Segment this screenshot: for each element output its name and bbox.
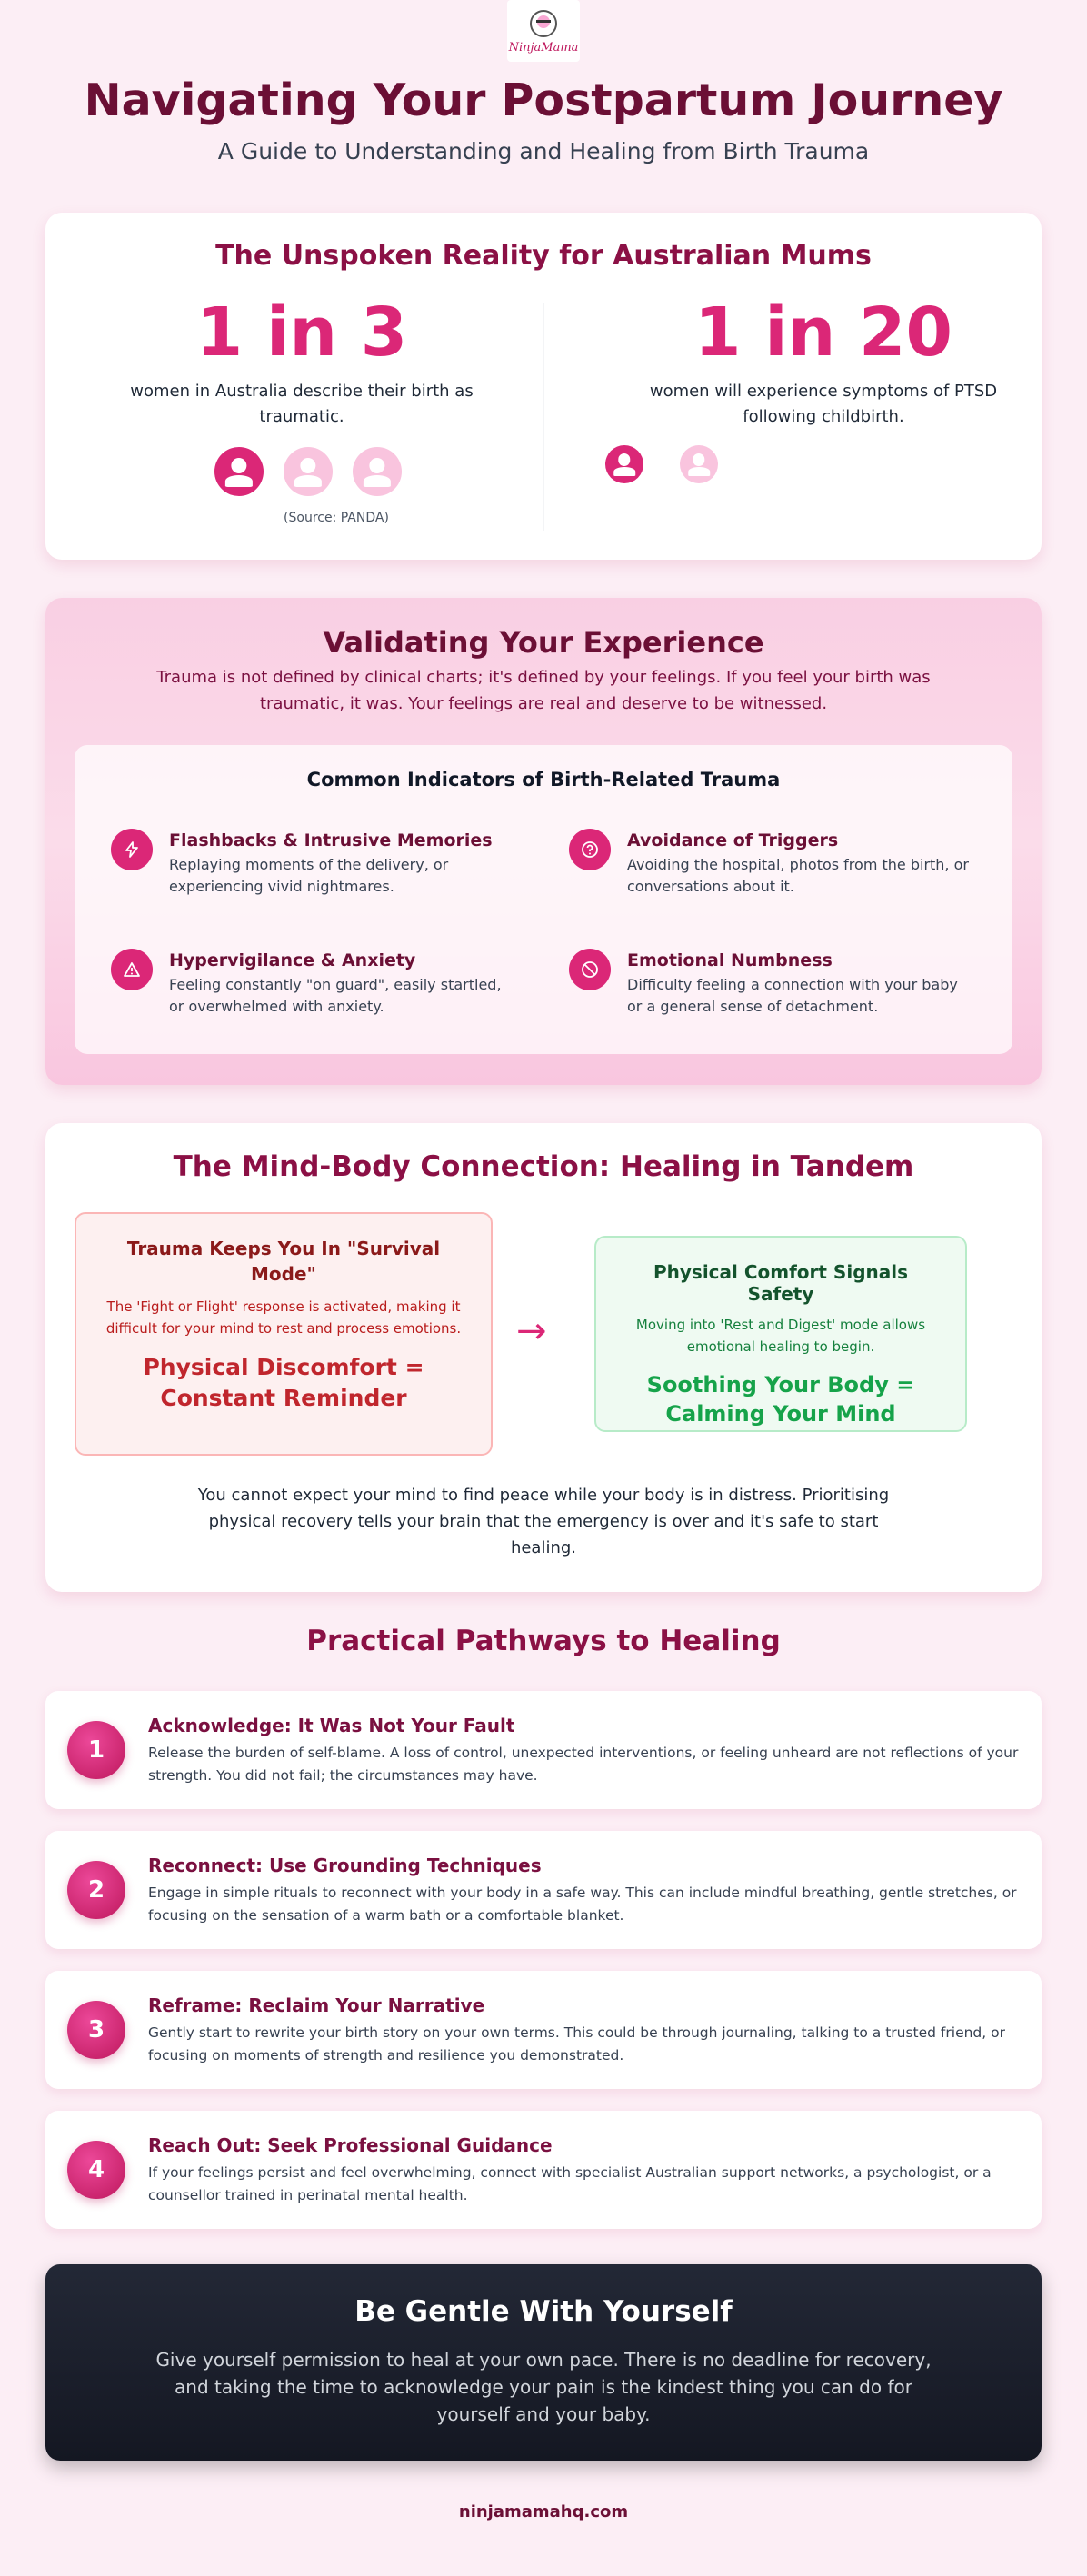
- step-text: If your feelings persist and feel overwhelming, connect with specialist Australian support networks, a psychologist, or a counsellor trained in perinatal mental health.: [148, 2164, 992, 2203]
- stats-divider: [543, 303, 544, 531]
- person-icon: [680, 445, 718, 483]
- pathway-step-1: [45, 1691, 1042, 1809]
- arrow-right-icon: →: [516, 1310, 547, 1352]
- prohibited-icon: [569, 949, 611, 990]
- logo-text: NinjaMama: [508, 40, 579, 55]
- indicator-flashbacks: [111, 829, 511, 898]
- step-number-badge: 3: [67, 2001, 125, 2059]
- survival-text: The 'Fight or Flight' response is activated, making it difficult for your mind to rest and process emotions.: [105, 1298, 462, 1337]
- person-filled-icon: [605, 445, 643, 483]
- stats-title: The Unspoken Reality for Australian Mums: [215, 240, 872, 272]
- indicator-text: Difficulty feeling a connection with your baby or a general sense of detachment.: [627, 976, 958, 1015]
- mindbody-description: You cannot expect your mind to find peace while your body is in distress. Prioritising physical recovery tells your brain that the emergency is over and it's safe to start healing.: [197, 1486, 890, 1557]
- stat-left-people: [214, 447, 402, 496]
- stat-one-in-twenty: [623, 293, 1023, 430]
- pathway-step-3: [45, 1971, 1042, 2089]
- gentle-title: Be Gentle With Yourself: [354, 2295, 733, 2328]
- indicator-hypervigilance: [111, 949, 511, 1018]
- gentle-text: Give yourself permission to heal at your own pace. There is no deadline for recovery, and taking the time to acknowledge your pain is the kindest thing you can do for yourself and your baby.: [155, 2349, 932, 2425]
- validate-description: Trauma is not defined by clinical charts; it's defined by your feelings. If you feel your birth was traumatic, it was. Your feelings are real and deserve to be witnessed.: [156, 668, 931, 713]
- brand-logo[interactable]: [507, 0, 580, 62]
- validate-title: Validating Your Experience: [323, 625, 764, 660]
- page-title: Navigating Your Postpartum Journey: [84, 75, 1003, 126]
- lightning-icon: [111, 829, 153, 870]
- indicator-title: Hypervigilance & Anxiety: [169, 950, 416, 970]
- step-text: Release the burden of self-blame. A loss of control, unexpected interventions, or feeling unheard are not reflections of your strength. You did not fail; the circumstances may have.: [148, 1745, 1019, 1784]
- indicator-numbness: [569, 949, 969, 1018]
- survival-mode-box: [75, 1212, 493, 1456]
- validate-card: [45, 598, 1042, 1085]
- step-title: Reconnect: Use Grounding Techniques: [148, 1855, 542, 1876]
- stat-right-people: [605, 445, 718, 483]
- comfort-equation: Soothing Your Body = Calming Your Mind: [646, 1372, 915, 1427]
- question-icon: [569, 829, 611, 870]
- step-number-badge: 1: [67, 1721, 125, 1779]
- pathway-step-4: [45, 2111, 1042, 2229]
- survival-equation: Physical Discomfort = Constant Reminder: [143, 1354, 424, 1411]
- indicators-panel: [75, 745, 1012, 1054]
- be-gentle-banner: [45, 2264, 1042, 2461]
- step-title: Acknowledge: It Was Not Your Fault: [148, 1715, 515, 1736]
- stat-left-number: 1 in 3: [195, 293, 408, 372]
- stat-source: (Source: PANDA): [284, 511, 389, 525]
- step-number-badge: 4: [67, 2141, 125, 2199]
- indicator-text: Avoiding the hospital, photos from the birth, or conversations about it.: [627, 856, 969, 895]
- person-icon: [284, 447, 333, 496]
- page-subtitle: A Guide to Understanding and Healing from Birth Trauma: [217, 138, 870, 164]
- step-title: Reframe: Reclaim Your Narrative: [148, 1994, 485, 2016]
- comfort-safety-box: [594, 1236, 967, 1432]
- survival-title: Trauma Keeps You In "Survival Mode": [126, 1238, 441, 1285]
- comfort-title: Physical Comfort Signals Safety: [653, 1261, 909, 1305]
- stat-right-description: women will experience symptoms of PTSD following childbirth.: [649, 382, 998, 427]
- indicators-title: Common Indicators of Birth-Related Trauma: [306, 769, 781, 791]
- stat-left-description: women in Australia describe their birth as traumatic.: [130, 382, 474, 427]
- step-title: Reach Out: Seek Professional Guidance: [148, 2134, 553, 2156]
- indicator-text: Replaying moments of the delivery, or experiencing vivid nightmares.: [169, 856, 449, 895]
- step-text: Gently start to rewrite your birth story on your own terms. This could be through journaling, talking to a trusted friend, or focusing on moments of strength and resilience you demonstrated.: [148, 2024, 1005, 2064]
- indicator-title: Avoidance of Triggers: [627, 830, 839, 850]
- step-text: Engage in simple rituals to reconnect with your body in a safe way. This can include mindful breathing, gentle stretches, or focusing on the sensation of a warm bath or a comfortable blanket.: [148, 1885, 1017, 1924]
- person-filled-icon: [214, 447, 264, 496]
- indicator-text: Feeling constantly "on guard", easily startled, or overwhelmed with anxiety.: [169, 976, 502, 1015]
- step-number-badge: 2: [67, 1861, 125, 1919]
- pathway-step-2: [45, 1831, 1042, 1949]
- indicator-avoidance: [569, 829, 969, 898]
- mindbody-title: The Mind-Body Connection: Healing in Tandem: [173, 1150, 914, 1183]
- stat-one-in-three: [102, 293, 502, 430]
- ninja-mama-logo-icon: [528, 8, 559, 39]
- mindbody-card: [45, 1123, 1042, 1592]
- pathways-title: Practical Pathways to Healing: [306, 1625, 781, 1657]
- indicator-title: Flashbacks & Intrusive Memories: [169, 830, 493, 850]
- indicator-title: Emotional Numbness: [627, 950, 833, 970]
- comfort-text: Moving into 'Rest and Digest' mode allows emotional healing to begin.: [635, 1317, 926, 1355]
- warning-icon: [111, 949, 153, 990]
- stat-right-number: 1 in 20: [693, 293, 953, 372]
- stats-card: [45, 213, 1042, 560]
- person-icon: [353, 447, 402, 496]
- footer-website-link[interactable]: ninjamamahq.com: [458, 2502, 629, 2521]
